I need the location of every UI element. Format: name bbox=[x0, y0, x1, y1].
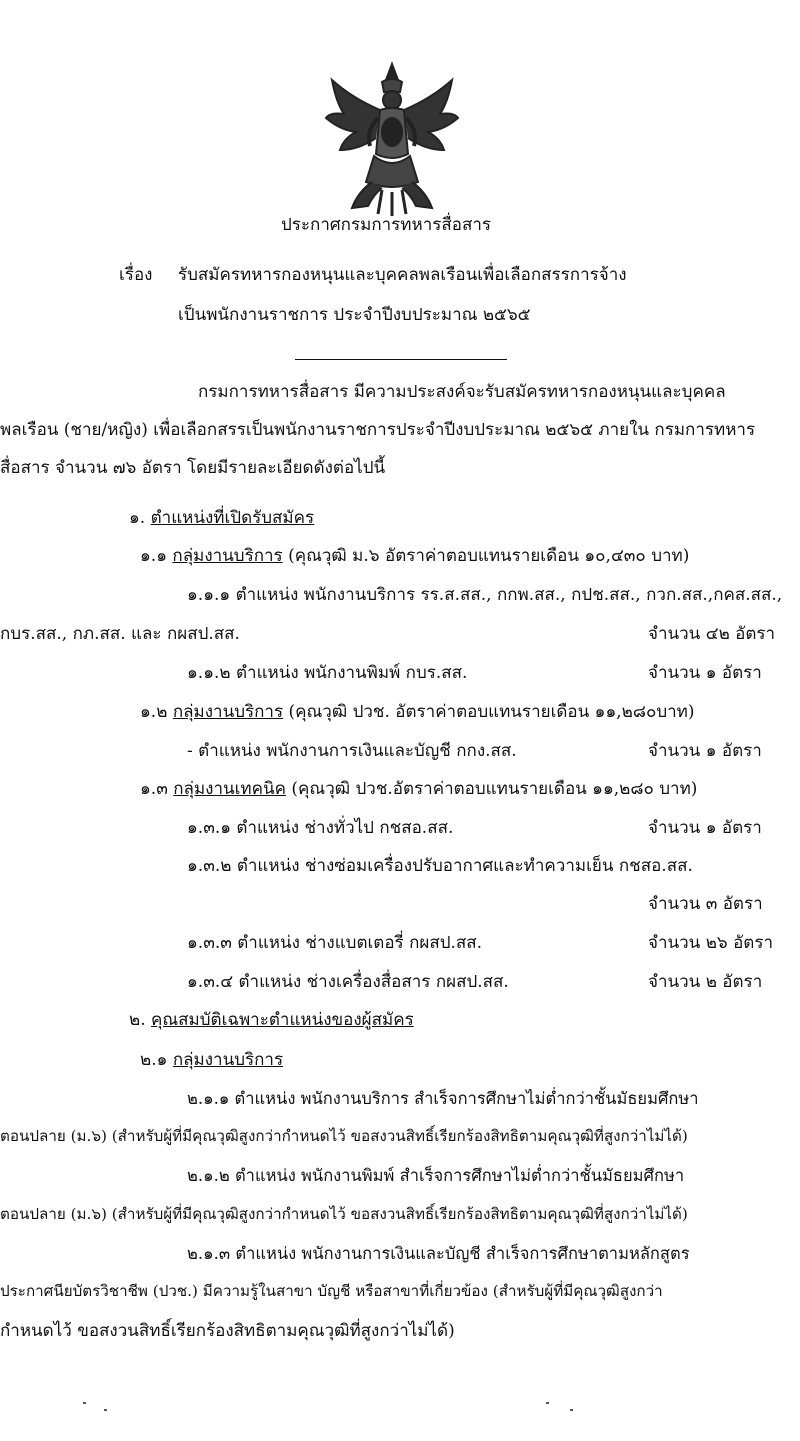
position-1-1-1-line-1: ๑.๑.๑ ตำแหน่ง พนักงานบริการ รร.ส.สส., กกพ.สส., กปช.สส., กวก.สส.,กคส.สส., bbox=[187, 585, 783, 605]
group-1-1-number: ๑.๑ bbox=[140, 546, 167, 566]
subject-line-2: เป็นพนักงานราชการ ประจำปีงบประมาณ ๒๕๖๕ bbox=[178, 305, 531, 325]
group-1-3-title: กลุ่มงานเทคนิค bbox=[173, 779, 287, 799]
group-1-2-title: กลุ่มงานบริการ bbox=[172, 702, 284, 722]
group-2-1-number: ๒.๑ bbox=[140, 1050, 168, 1070]
group-1-1-detail: (คุณวุฒิ ม.๖ อัตราค่าตอบแทนรายเดือน ๑๐,๔๓๐ บาท) bbox=[282, 546, 690, 566]
position-1-3-4-count: จำนวน ๒ อัตรา bbox=[648, 972, 763, 992]
position-1-3-2-count: จำนวน ๓ อัตรา bbox=[648, 894, 763, 914]
position-1-2-count: จำนวน ๑ อัตรา bbox=[648, 741, 762, 761]
section-1-title: ตำแหน่งที่เปิดรับสมัคร bbox=[150, 508, 315, 528]
position-1-3-2: ๑.๓.๒ ตำแหน่ง ช่างซ่อมเครื่องปรับอากาศและทำความเย็น กชสอ.สส. bbox=[187, 856, 693, 876]
group-2-1-heading bbox=[140, 1050, 283, 1070]
group-1-2-heading bbox=[140, 702, 695, 722]
position-1-3-3-count: จำนวน ๒๖ อัตรา bbox=[648, 933, 774, 953]
group-1-2-number: ๑.๒ bbox=[140, 702, 168, 722]
scan-speck bbox=[83, 1402, 86, 1404]
position-1-2: - ตำแหน่ง พนักงานการเงินและบัญชี กกง.สส. bbox=[187, 741, 517, 761]
qualification-2-1-3-line-2: ประกาศนียบัตรวิชาชีพ (ปวช.) มีความรู้ในสาขา บัญชี หรือสาขาที่เกี่ยวข้อง (สำหรับผู้ที่มีคุณวุฒิสูงกว่า bbox=[0, 1282, 663, 1300]
qualification-2-1-1-line-1: ๒.๑.๑ ตำแหน่ง พนักงานบริการ สำเร็จการศึกษาไม่ต่ำกว่าชั้นมัธยมศึกษา bbox=[187, 1089, 699, 1108]
section-2-title: คุณสมบัติเฉพาะตำแหน่งของผู้สมัคร bbox=[151, 1010, 414, 1030]
section-1-heading bbox=[129, 508, 314, 528]
group-1-3-detail: (คุณวุฒิ ปวช.อัตราค่าตอบแทนรายเดือน ๑๑,๒๘๐ บาท) bbox=[286, 779, 698, 799]
issuer-title: ประกาศกรมการทหารสื่อสาร bbox=[281, 215, 492, 235]
scan-speck bbox=[104, 1409, 107, 1411]
separator-line bbox=[295, 359, 507, 360]
position-1-3-1-count: จำนวน ๑ อัตรา bbox=[648, 818, 762, 838]
position-1-1-1-count: จำนวน ๔๒ อัตรา bbox=[648, 624, 776, 644]
section-2-heading bbox=[129, 1010, 414, 1030]
scan-speck bbox=[570, 1409, 573, 1411]
position-1-3-4: ๑.๓.๔ ตำแหน่ง ช่างเครื่องสื่อสาร กผสป.สส. bbox=[187, 972, 509, 992]
section-1-number: ๑. bbox=[129, 508, 146, 528]
garuda-emblem-icon bbox=[322, 58, 462, 218]
qualification-2-1-2-line-1: ๒.๑.๒ ตำแหน่ง พนักงานพิมพ์ สำเร็จการศึกษาไม่ต่ำกว่าชั้นมัธยมศึกษา bbox=[187, 1166, 685, 1185]
qualification-2-1-3-line-1: ๒.๑.๓ ตำแหน่ง พนักงานการเงินและบัญชี สำเร็จการศึกษาตามหลักสูตร bbox=[187, 1244, 690, 1263]
subject-label: เรื่อง bbox=[119, 265, 153, 285]
qualification-2-1-3-line-3: กำหนดไว้ ขอสงวนสิทธิ์เรียกร้องสิทธิตามคุณวุฒิที่สูงกว่าไม่ได้) bbox=[0, 1321, 455, 1341]
position-1-3-3: ๑.๓.๓ ตำแหน่ง ช่างแบตเตอรี่ กผสป.สส. bbox=[187, 933, 483, 953]
position-1-1-1-line-2: กบร.สส., กภ.สส. และ กผสป.สส. bbox=[0, 624, 240, 644]
intro-line-2: พลเรือน (ชาย/หญิง) เพื่อเลือกสรรเป็นพนักงานราชการประจำปีงบประมาณ ๒๕๖๕ ภายใน กรมการทหาร bbox=[0, 420, 756, 440]
position-1-3-1: ๑.๓.๑ ตำแหน่ง ช่างทั่วไป กชสอ.สส. bbox=[187, 818, 454, 838]
intro-line-3: สื่อสาร จำนวน ๗๖ อัตรา โดยมีรายละเอียดดังต่อไปนี้ bbox=[0, 458, 386, 478]
position-1-1-2: ๑.๑.๒ ตำแหน่ง พนักงานพิมพ์ กบร.สส. bbox=[187, 663, 468, 683]
position-1-1-2-count: จำนวน ๑ อัตรา bbox=[648, 663, 762, 683]
group-2-1-title: กลุ่มงานบริการ bbox=[172, 1050, 284, 1070]
intro-line-1: กรมการทหารสื่อสาร มีความประสงค์จะรับสมัครทหารกองหนุนและบุคคล bbox=[198, 382, 726, 402]
qualification-2-1-2-line-2: ตอนปลาย (ม.๖) (สำหรับผู้ที่มีคุณวุฒิสูงกว่ากำหนดไว้ ขอสงวนสิทธิ์เรียกร้องสิทธิตามคุณวุฒิที่สูงกว่าไม่ได้) bbox=[0, 1205, 688, 1223]
group-1-1-heading bbox=[140, 546, 689, 566]
section-2-number: ๒. bbox=[129, 1010, 146, 1030]
subject-line-1: รับสมัครทหารกองหนุนและบุคคลพลเรือนเพื่อเลือกสรรการจ้าง bbox=[178, 265, 627, 285]
group-1-3-number: ๑.๓ bbox=[140, 779, 168, 799]
scan-speck bbox=[546, 1402, 549, 1404]
qualification-2-1-1-line-2: ตอนปลาย (ม.๖) (สำหรับผู้ที่มีคุณวุฒิสูงกว่ากำหนดไว้ ขอสงวนสิทธิ์เรียกร้องสิทธิตามคุณวุฒิที่สูงกว่าไม่ได้) bbox=[0, 1127, 688, 1145]
group-1-2-detail: (คุณวุฒิ ปวช. อัตราค่าตอบแทนรายเดือน ๑๑,๒๘๐บาท) bbox=[283, 702, 695, 722]
group-1-3-heading bbox=[140, 779, 697, 799]
group-1-1-title: กลุ่มงานบริการ bbox=[172, 546, 283, 566]
